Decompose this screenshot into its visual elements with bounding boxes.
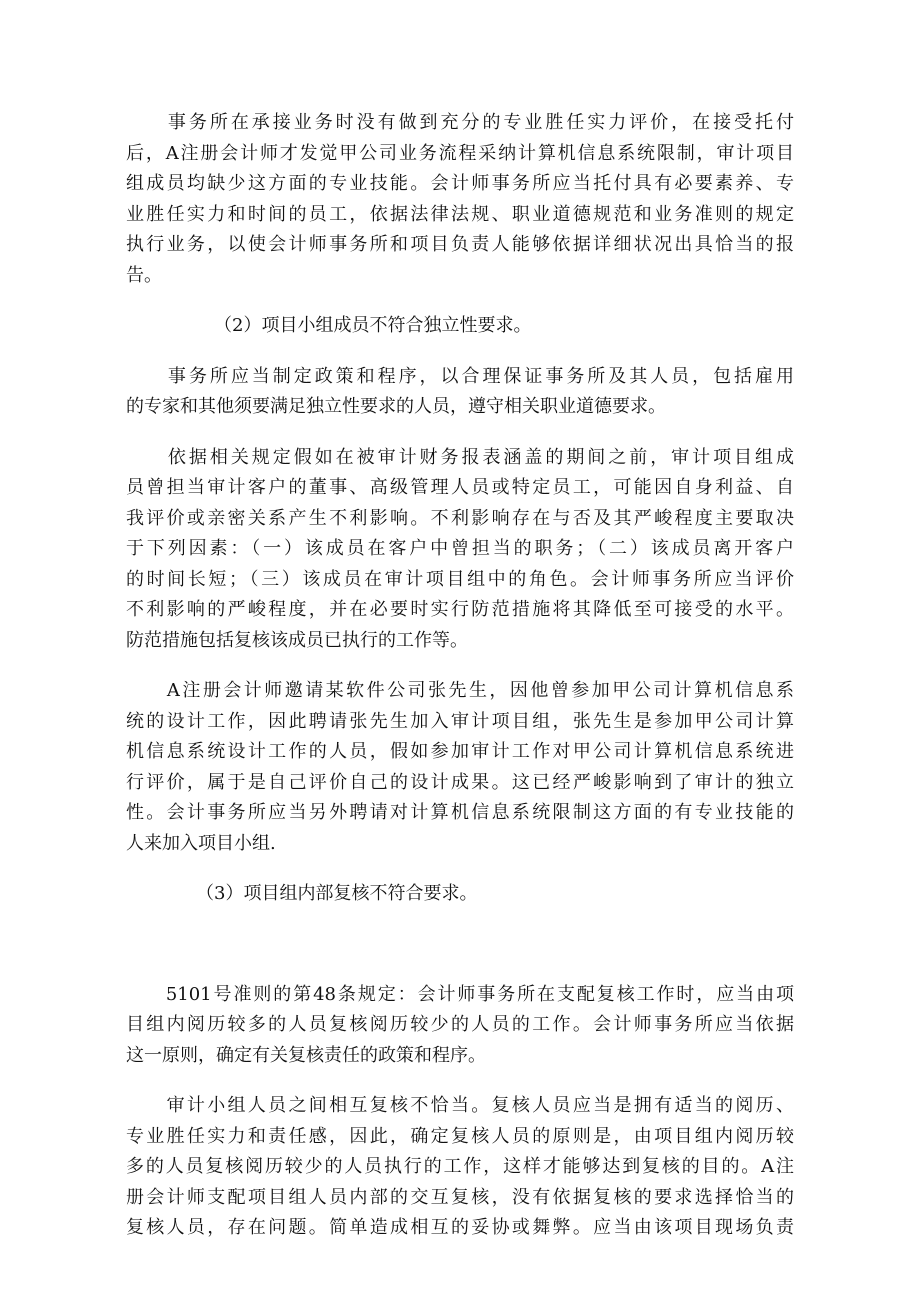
heading-text: （3）项目组内部复核不符合要求。 [196,883,478,904]
text-line: 的专家和其他须要满足独立性要求的人员，遵守相关职业道德要求。 [126,396,666,417]
paragraph-6 [126,1091,794,1244]
text-line: 行评价，属于是自己评价自己的设计成果。这已经严峻影响到了审计的独立 [126,771,794,793]
paragraph-5 [126,980,794,1072]
text-line: 防范措施包括复核该成员已执行的工作等。 [126,629,468,651]
text-line: A注册会计师邀请某软件公司张先生，因他曾参加甲公司计算机信息系 [126,680,794,701]
text-line: 多的人员复核阅历较少的人员执行的工作，这样才能够达到复核的目的。A注 [126,1156,794,1177]
section-heading-3 [126,879,794,910]
text-line: 事务所在承接业务时没有做到充分的专业胜任实力评价，在接受托付 [126,112,794,133]
paragraph-1 [126,108,794,291]
paragraph-2 [126,362,794,423]
text-line: 不利影响的严峻程度，并在必要时实行防范措施将其降低至可接受的水平。 [126,599,794,620]
text-line: 专业胜任实力和责任感，因此，确定复核人员的原则是，由项目组内阅历较 [126,1125,794,1147]
text-line: 事务所应当制定政策和程序，以合理保证事务所及其人员，包括雇用 [126,365,794,387]
text-line: 依据相关规定假如在被审计财务报表涵盖的期间之前，审计项目组成 [126,446,794,468]
text-line: 统的设计工作，因此聘请张先生加入审计项目组，张先生是参加甲公司计算 [126,710,794,732]
text-line: 员曾担当审计客户的董事、高级管理人员或特定员工，可能因自身利益、自 [126,477,794,498]
heading-text: （2）项目小组成员不符合独立性要求。 [214,315,532,336]
text-line: 组成员均缺少这方面的专业技能。会计师事务所应当托付具有必要素养、专 [126,173,794,194]
text-line: 后，A注册会计师才发觉甲公司业务流程采纳计算机信息系统限制，审计项目 [126,142,794,164]
text-line: 的时间长短；（三）该成员在审计项目组中的角色。会计师事务所应当评价 [126,568,794,590]
text-line: 5101号准则的第48条规定：会计师事务所在支配复核工作时，应当由项 [126,983,794,1005]
paragraph-4 [126,676,794,859]
text-line: 复核人员，存在问题。简单造成相互的妥协或舞弊。应当由该项目现场负责 [126,1217,794,1238]
text-line: 这一原则，确定有关复核责任的政策和程序。 [126,1044,486,1066]
text-line: 机信息系统设计工作的人员，假如参加审计工作对甲公司计算机信息系统进 [126,741,794,762]
text-line: 告。 [126,264,162,286]
text-line: 性。会计事务所应当另外聘请对计算机信息系统限制这方面的有专业技能的 [126,802,794,823]
text-line: 于下列因素：（一）该成员在客户中曾担当的职务；（二）该成员离开客户 [126,538,794,559]
paragraph-3 [126,443,794,657]
section-heading-2 [126,311,794,342]
text-line: 册会计师支配项目组人员内部的交互复核，没有依据复核的要求选择恰当的 [126,1186,794,1208]
text-line: 目组内阅历较多的人员复核阅历较少的人员的工作。会计师事务所应当依据 [126,1014,794,1035]
text-line: 人来加入项目小组. [126,832,276,854]
text-line: 业胜任实力和时间的员工，依据法律法规、职业道德规范和业务准则的规定 [126,203,794,225]
text-line: 审计小组人员之间相互复核不恰当。复核人员应当是拥有适当的阅历、 [126,1095,794,1116]
text-line: 我评价或亲密关系产生不利影响。不利影响存在与否及其严峻程度主要取决 [126,507,794,529]
document-page [126,108,794,1244]
text-line: 执行业务，以使会计师事务所和项目负责人能够依据详细状况出具恰当的报 [126,234,794,255]
